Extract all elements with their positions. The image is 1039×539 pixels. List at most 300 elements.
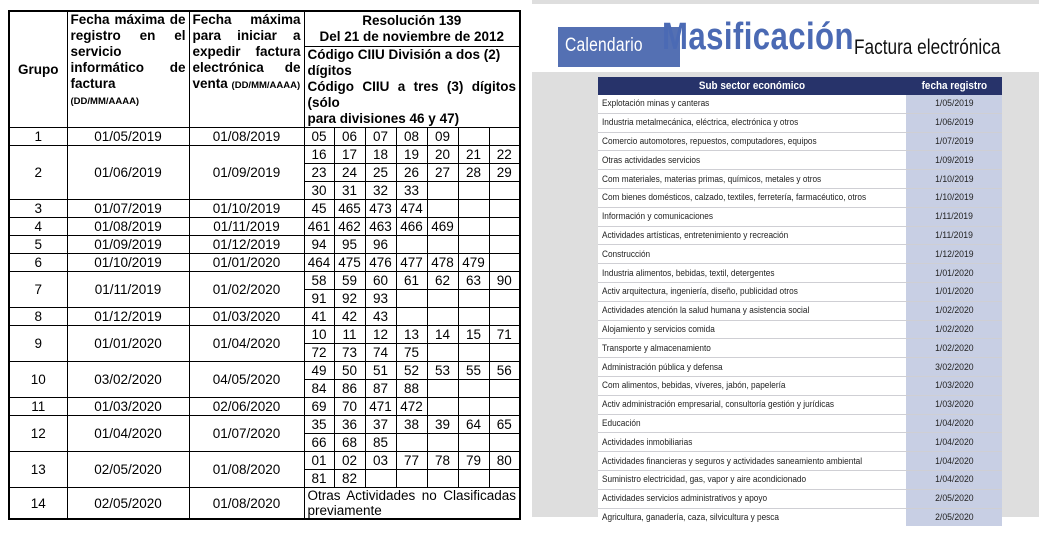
- cell-fecha-registro: 01/08/2019: [67, 218, 189, 236]
- header-sub-sector: [598, 77, 906, 95]
- cell-ciiu-code: [396, 236, 427, 254]
- cell-ciiu-code: 56: [489, 362, 520, 380]
- cell-ciiu-code: 74: [365, 344, 396, 362]
- cell-ciiu-code: 50: [334, 362, 365, 380]
- cell-fecha-registro-right: [906, 395, 1002, 414]
- sector-row: [598, 226, 1002, 245]
- sub-sector-text: Com bienes domésticos, calzado, textiles, ferretería, farmacéutico, otros: [602, 192, 867, 204]
- cell-sub-sector: [598, 376, 906, 395]
- cell-ciiu-code: 20: [427, 146, 458, 164]
- header-codigo-line: Código CIIU División a dos (2) dígitos: [307, 47, 501, 78]
- table-row: [9, 254, 520, 272]
- table-row: [9, 272, 520, 290]
- cell-sub-sector: [598, 151, 906, 170]
- cell-ciiu-code: [396, 290, 427, 308]
- cell-grupo: 13: [9, 452, 67, 488]
- sub-sector-text: Alojamiento y servicios comida: [602, 323, 715, 335]
- cell-fecha-registro: 01/05/2019: [67, 128, 189, 146]
- cell-ciiu-code: [489, 308, 520, 326]
- header-resolucion-title: Resolución 139: [362, 13, 462, 28]
- sector-row: [598, 320, 1002, 339]
- cell-ciiu-code: [427, 344, 458, 362]
- cell-ciiu-code: 19: [396, 146, 427, 164]
- cell-fecha-expedir: 01/01/2020: [189, 254, 304, 272]
- cell-ciiu-code: 24: [334, 164, 365, 182]
- table-row: [9, 398, 520, 416]
- cell-ciiu-code: 22: [489, 146, 520, 164]
- cell-ciiu-code: [427, 434, 458, 452]
- sub-sector-text: Administración pública y defensa: [602, 361, 723, 373]
- sector-row: [598, 282, 1002, 301]
- cell-ciiu-code: 68: [334, 434, 365, 452]
- cell-fecha-registro-right: [906, 226, 1002, 245]
- cell-ciiu-code: 78: [427, 452, 458, 470]
- cell-ciiu-code: 01: [304, 452, 334, 470]
- cell-fecha-expedir: 01/02/2020: [189, 272, 304, 308]
- cell-ciiu-code: 475: [334, 254, 365, 272]
- cell-ciiu-code: 72: [304, 344, 334, 362]
- fecha-registro-text: 1/02/2020: [934, 305, 974, 317]
- cell-fecha-registro-right: [906, 339, 1002, 358]
- cell-ciiu-code: 471: [365, 398, 396, 416]
- sector-table-header: [598, 77, 1002, 95]
- cell-grupo: 1: [9, 128, 67, 146]
- cell-ciiu-code: [489, 380, 520, 398]
- cell-ciiu-code: [458, 200, 489, 218]
- cell-ciiu-code: 469: [427, 218, 458, 236]
- cell-fecha-registro-right: [906, 113, 1002, 132]
- cell-ciiu-code: [458, 218, 489, 236]
- sub-sector-text: Agricultura, ganadería, caza, silvicultura y pesca: [602, 511, 780, 523]
- sector-row: [598, 207, 1002, 226]
- header-fecha-expedir-word: venta: [192, 76, 228, 91]
- cell-fecha-expedir: 01/10/2019: [189, 200, 304, 218]
- cell-ciiu-code: 23: [304, 164, 334, 182]
- sector-row: [598, 264, 1002, 283]
- fecha-registro-text: 1/04/2020: [934, 417, 974, 429]
- cell-fecha-registro-right: [906, 245, 1002, 264]
- header-fecha-registro-line: Fecha máxima de: [70, 12, 186, 27]
- cell-ciiu-code: 27: [427, 164, 458, 182]
- cell-ciiu-code: [489, 434, 520, 452]
- header-fecha-registro-right: [906, 77, 1002, 95]
- header-fecha-registro-line: [71, 76, 186, 110]
- cell-sub-sector: [598, 414, 906, 433]
- cell-ciiu-code: 14: [427, 326, 458, 344]
- cell-sub-sector: [598, 170, 906, 189]
- cell-ciiu-code: [458, 380, 489, 398]
- cell-grupo: 4: [9, 218, 67, 236]
- cell-grupo: 10: [9, 362, 67, 398]
- cell-grupo: 9: [9, 326, 67, 362]
- sector-row: [598, 188, 1002, 207]
- cell-ciiu-code: [427, 182, 458, 200]
- cell-ciiu-code: 466: [396, 218, 427, 236]
- table-row: [9, 308, 520, 326]
- fecha-registro-text: 1/11/2019: [935, 211, 973, 223]
- cell-ciiu-code: 465: [334, 200, 365, 218]
- header-sub-sector-text: Sub sector económico: [698, 80, 806, 92]
- sub-sector-text: Actividades atención la salud humana y asistencia social: [602, 305, 810, 317]
- sub-sector-text: Actividades inmobiliarias: [602, 436, 693, 448]
- cell-grupo: 5: [9, 236, 67, 254]
- sector-row: [598, 376, 1002, 395]
- cell-grupo: 7: [9, 272, 67, 308]
- cell-fecha-registro: 01/01/2020: [67, 326, 189, 362]
- cell-sub-sector: [598, 339, 906, 358]
- cell-ciiu-code: 43: [365, 308, 396, 326]
- fecha-registro-text: 1/10/2019: [934, 173, 974, 185]
- cell-fecha-registro-right: [906, 489, 1002, 508]
- cell-ciiu-code: 62: [427, 272, 458, 290]
- cell-fecha-registro: 02/05/2020: [67, 452, 189, 488]
- cell-sub-sector: [598, 95, 906, 113]
- sector-row: [598, 95, 1002, 113]
- cell-ciiu-code: 08: [396, 128, 427, 146]
- calendario-label: Calendario: [565, 35, 643, 56]
- cell-ciiu-code: 26: [396, 164, 427, 182]
- sub-sector-text: Actividades servicios administrativos y apoyo: [602, 493, 768, 505]
- cell-fecha-registro-right: [906, 358, 1002, 377]
- cell-ciiu-code: 35: [304, 416, 334, 434]
- cell-fecha-registro-right: [906, 433, 1002, 452]
- table-row: [9, 236, 520, 254]
- fecha-registro-text: 1/01/2020: [934, 286, 974, 298]
- fecha-registro-text: 1/03/2020: [934, 399, 974, 411]
- cell-ciiu-code: [427, 398, 458, 416]
- cell-ciiu-code: 30: [304, 182, 334, 200]
- cell-ciiu-code: 473: [365, 200, 396, 218]
- fecha-registro-text: 1/10/2019: [934, 192, 974, 204]
- sector-row: [598, 358, 1002, 377]
- cell-fecha-registro: 01/12/2019: [67, 308, 189, 326]
- cell-ciiu-code: 477: [396, 254, 427, 272]
- sector-row: [598, 151, 1002, 170]
- sector-row: [598, 170, 1002, 189]
- cell-ciiu-code: [458, 290, 489, 308]
- cell-ciiu-code: 472: [396, 398, 427, 416]
- cell-ciiu-code: 13: [396, 326, 427, 344]
- cell-ciiu-code: 88: [396, 380, 427, 398]
- cell-ciiu-code: 75: [396, 344, 427, 362]
- cell-grupo: 14: [9, 488, 67, 520]
- sector-row: [598, 132, 1002, 151]
- cell-ciiu-code: 463: [365, 218, 396, 236]
- cell-ciiu-code: [458, 344, 489, 362]
- header-codigo-ciiu: [304, 47, 520, 128]
- cell-ciiu-code: [427, 470, 458, 488]
- cell-fecha-registro: 01/10/2019: [67, 254, 189, 272]
- cell-ciiu-code: 69: [304, 398, 334, 416]
- table-row: [9, 362, 520, 380]
- cell-ciiu-code: 38: [396, 416, 427, 434]
- sub-sector-text: Activ arquitectura, ingeniería, diseño, publicidad otros: [602, 286, 798, 298]
- cell-sub-sector: [598, 264, 906, 283]
- cell-ciiu-code: [489, 236, 520, 254]
- cell-ciiu-code: 21: [458, 146, 489, 164]
- cell-ciiu-code: 65: [489, 416, 520, 434]
- cell-ciiu-code: 05: [304, 128, 334, 146]
- table-row: [9, 218, 520, 236]
- cell-ciiu-code: 80: [489, 452, 520, 470]
- sub-sector-text: Activ administración empresarial, consultoría gestión y jurídicas: [602, 399, 835, 411]
- header-codigo-line: Código CIIU a tres (3) dígitos (sólo: [307, 79, 516, 110]
- cell-sub-sector: [598, 320, 906, 339]
- cell-ciiu-code: [489, 182, 520, 200]
- cell-ciiu-code: 55: [458, 362, 489, 380]
- header-fecha-expedir-line: Fecha máxima: [192, 12, 301, 27]
- cell-fecha-registro: 01/09/2019: [67, 236, 189, 254]
- cell-ciiu-code: 39: [427, 416, 458, 434]
- cell-sub-sector: [598, 188, 906, 207]
- cell-fecha-registro: 01/06/2019: [67, 146, 189, 200]
- cell-fecha-registro-right: [906, 170, 1002, 189]
- sub-sector-text: Com alimentos, bebidas, víveres, jabón, papelería: [602, 380, 786, 392]
- fecha-registro-text: 1/12/2019: [934, 248, 974, 260]
- cell-ciiu-code: 77: [396, 452, 427, 470]
- cell-ciiu-code: [489, 344, 520, 362]
- cell-fecha-registro-right: [906, 301, 1002, 320]
- cell-fecha-expedir: 01/07/2020: [189, 416, 304, 452]
- header-fecha-expedir-line: para iniciar a: [192, 28, 301, 43]
- cell-ciiu-code: [458, 308, 489, 326]
- cell-grupo: 2: [9, 146, 67, 200]
- cell-ciiu-code: 32: [365, 182, 396, 200]
- cell-ciiu-code: 10: [304, 326, 334, 344]
- cell-ciiu-code: 91: [304, 290, 334, 308]
- sub-sector-text: Educación: [602, 417, 641, 429]
- table-row: [9, 200, 520, 218]
- sub-sector-text: Suministro electricidad, gas, vapor y aire acondicionado: [602, 474, 807, 486]
- fecha-registro-text: 1/11/2019: [935, 229, 973, 241]
- cell-fecha-expedir: 01/12/2019: [189, 236, 304, 254]
- sub-sector-text: Com materiales, materias primas, químicos, metales y otros: [602, 173, 822, 185]
- cell-ciiu-code: 33: [396, 182, 427, 200]
- cell-ciiu-code: [396, 434, 427, 452]
- cell-ciiu-code: 36: [334, 416, 365, 434]
- sector-row: [598, 339, 1002, 358]
- otras-line: Otras Actividades no Clasificadas: [307, 488, 516, 503]
- cell-ciiu-code: [427, 290, 458, 308]
- fecha-registro-text: 1/02/2020: [934, 323, 974, 335]
- cell-fecha-registro: 01/03/2020: [67, 398, 189, 416]
- sub-sector-text: Actividades artísticas, entretenimiento y recreación: [602, 229, 789, 241]
- cell-ciiu-code: 94: [304, 236, 334, 254]
- cell-grupo: 3: [9, 200, 67, 218]
- cell-ciiu-code: 464: [304, 254, 334, 272]
- cell-grupo: 8: [9, 308, 67, 326]
- fecha-registro-text: 2/05/2020: [934, 493, 974, 505]
- cell-sub-sector: [598, 226, 906, 245]
- cell-ciiu-code: 02: [334, 452, 365, 470]
- table-row: [9, 452, 520, 470]
- cell-ciiu-code: 25: [365, 164, 396, 182]
- sector-row: [598, 245, 1002, 264]
- cell-ciiu-code: 41: [304, 308, 334, 326]
- header-fecha-registro-line: registro en el: [70, 28, 186, 43]
- cell-ciiu-code: 73: [334, 344, 365, 362]
- cell-grupo: 6: [9, 254, 67, 272]
- cell-ciiu-code: 60: [365, 272, 396, 290]
- sector-row: [598, 452, 1002, 471]
- header-codigo-line: para divisiones 46 y 47): [307, 111, 460, 126]
- left-header-row-1: [9, 11, 520, 47]
- cell-ciiu-code: 29: [489, 164, 520, 182]
- title-factura-electronica: Factura electrónica: [854, 36, 1001, 59]
- cell-ciiu-code: [489, 290, 520, 308]
- cell-fecha-registro-right: [906, 320, 1002, 339]
- cell-ciiu-code: 11: [334, 326, 365, 344]
- cell-ciiu-code: [458, 398, 489, 416]
- header-fecha-registro: [67, 11, 189, 128]
- sector-row: [598, 113, 1002, 132]
- cell-ciiu-code: 81: [304, 470, 334, 488]
- header-fecha-expedir: [189, 11, 304, 128]
- cell-ciiu-code: 51: [365, 362, 396, 380]
- cell-ciiu-code: 95: [334, 236, 365, 254]
- masificacion-panel: [532, 0, 1039, 523]
- cell-sub-sector: [598, 358, 906, 377]
- cell-ciiu-code: 31: [334, 182, 365, 200]
- cell-ciiu-code: 85: [365, 434, 396, 452]
- cell-ciiu-code: 90: [489, 272, 520, 290]
- sector-table: [598, 77, 1002, 526]
- sector-row: [598, 301, 1002, 320]
- fecha-registro-text: 1/04/2020: [934, 436, 974, 448]
- fecha-registro-text: 1/04/2020: [934, 455, 974, 467]
- cell-ciiu-code: 28: [458, 164, 489, 182]
- cell-ciiu-code: [427, 308, 458, 326]
- cell-ciiu-code: 92: [334, 290, 365, 308]
- cell-fecha-registro: 02/05/2020: [67, 488, 189, 520]
- title-masificacion: Masificación: [662, 16, 854, 58]
- cell-fecha-expedir: 02/06/2020: [189, 398, 304, 416]
- header-fecha-expedir-line: expedir factura: [192, 44, 301, 59]
- cell-ciiu-code: 45: [304, 200, 334, 218]
- sub-sector-text: Comercio automotores, repuestos, computadores, equipos: [602, 135, 817, 147]
- cell-ciiu-code: [458, 236, 489, 254]
- header-fecha-registro-format: (DD/MM/AAAA): [70, 96, 140, 107]
- header-fecha-registro-line: servicio: [70, 44, 122, 59]
- sector-row: [598, 508, 1002, 526]
- cell-fecha-registro: 03/02/2020: [67, 362, 189, 398]
- header-fecha-registro-text: fecha registro: [921, 80, 987, 92]
- cell-ciiu-code: 12: [365, 326, 396, 344]
- cell-ciiu-code: 79: [458, 452, 489, 470]
- cell-fecha-expedir: 04/05/2020: [189, 362, 304, 398]
- sub-sector-text: Explotación minas y canteras: [602, 98, 710, 110]
- header-fecha-expedir-line: [193, 76, 301, 94]
- cell-ciiu-code: 58: [304, 272, 334, 290]
- sub-sector-text: Transporte y almacenamiento: [602, 342, 711, 354]
- header-fecha-registro-word: factura: [70, 76, 116, 91]
- fecha-registro-text: 1/06/2019: [934, 117, 974, 129]
- cell-fecha-expedir: 01/08/2019: [189, 128, 304, 146]
- cell-ciiu-code: 461: [304, 218, 334, 236]
- cell-fecha-registro-right: [906, 452, 1002, 471]
- header-fecha-expedir-line: electrónica de: [192, 60, 301, 75]
- cell-ciiu-code: 84: [304, 380, 334, 398]
- cell-ciiu-code: 06: [334, 128, 365, 146]
- sector-row: [598, 470, 1002, 489]
- cell-fecha-expedir: 01/08/2020: [189, 452, 304, 488]
- table-row: [9, 128, 520, 146]
- cell-ciiu-code: 87: [365, 380, 396, 398]
- cell-ciiu-code: 66: [304, 434, 334, 452]
- cell-ciiu-code: 15: [458, 326, 489, 344]
- cell-fecha-registro-right: [906, 151, 1002, 170]
- fecha-registro-text: 1/07/2019: [934, 135, 974, 147]
- masificacion-header: [532, 4, 1039, 72]
- cell-ciiu-code: 18: [365, 146, 396, 164]
- cell-fecha-registro: 01/04/2020: [67, 416, 189, 452]
- cell-ciiu-code: 42: [334, 308, 365, 326]
- cell-fecha-registro: 01/07/2019: [67, 200, 189, 218]
- fecha-registro-text: 1/02/2020: [934, 342, 974, 354]
- table-row: [9, 488, 520, 520]
- cell-ciiu-code: 478: [427, 254, 458, 272]
- cell-ciiu-code: [396, 470, 427, 488]
- cell-ciiu-code: 16: [304, 146, 334, 164]
- cell-ciiu-code: 17: [334, 146, 365, 164]
- cell-ciiu-code: 37: [365, 416, 396, 434]
- cell-ciiu-code: 52: [396, 362, 427, 380]
- cell-ciiu-code: 479: [458, 254, 489, 272]
- cell-grupo: 12: [9, 416, 67, 452]
- sub-sector-text: Industria alimentos, bebidas, textil, detergentes: [602, 267, 775, 279]
- cell-ciiu-code: 82: [334, 470, 365, 488]
- table-row: [9, 326, 520, 344]
- cell-ciiu-code: [489, 128, 520, 146]
- cell-sub-sector: [598, 433, 906, 452]
- cell-fecha-registro-right: [906, 414, 1002, 433]
- cell-ciiu-code: 93: [365, 290, 396, 308]
- cell-ciiu-code: [489, 398, 520, 416]
- cell-ciiu-code: 09: [427, 128, 458, 146]
- sector-row: [598, 395, 1002, 414]
- cell-fecha-registro-right: [906, 188, 1002, 207]
- fecha-registro-text: 1/01/2020: [934, 267, 974, 279]
- cell-sub-sector: [598, 132, 906, 151]
- header-resolucion: [304, 11, 520, 47]
- cell-sub-sector: [598, 207, 906, 226]
- table-row: [9, 146, 520, 164]
- cell-fecha-registro-right: [906, 132, 1002, 151]
- cell-ciiu-code: [427, 236, 458, 254]
- cell-ciiu-code: 96: [365, 236, 396, 254]
- cell-fecha-registro-right: [906, 470, 1002, 489]
- cell-ciiu-code: 474: [396, 200, 427, 218]
- cell-ciiu-code: 71: [489, 326, 520, 344]
- cell-fecha-registro: 01/11/2019: [67, 272, 189, 308]
- fecha-registro-text: 1/03/2020: [934, 380, 974, 392]
- cell-ciiu-code: [365, 470, 396, 488]
- fecha-registro-text: 1/04/2020: [934, 474, 974, 486]
- table-row: [9, 416, 520, 434]
- header-fecha-registro-line: informático de: [70, 60, 186, 75]
- cell-ciiu-code: 86: [334, 380, 365, 398]
- sub-sector-text: Actividades financieras y seguros y actividades saneamiento ambiental: [602, 455, 863, 467]
- cell-ciiu-code: 476: [365, 254, 396, 272]
- cell-fecha-registro-right: [906, 264, 1002, 283]
- cell-ciiu-code: [458, 470, 489, 488]
- cell-ciiu-code: [458, 182, 489, 200]
- cell-fecha-registro-right: [906, 508, 1002, 526]
- sub-sector-text: Construcción: [602, 248, 651, 260]
- header-grupo: Grupo: [9, 11, 67, 128]
- otras-line: previamente: [307, 503, 382, 518]
- cell-sub-sector: [598, 113, 906, 132]
